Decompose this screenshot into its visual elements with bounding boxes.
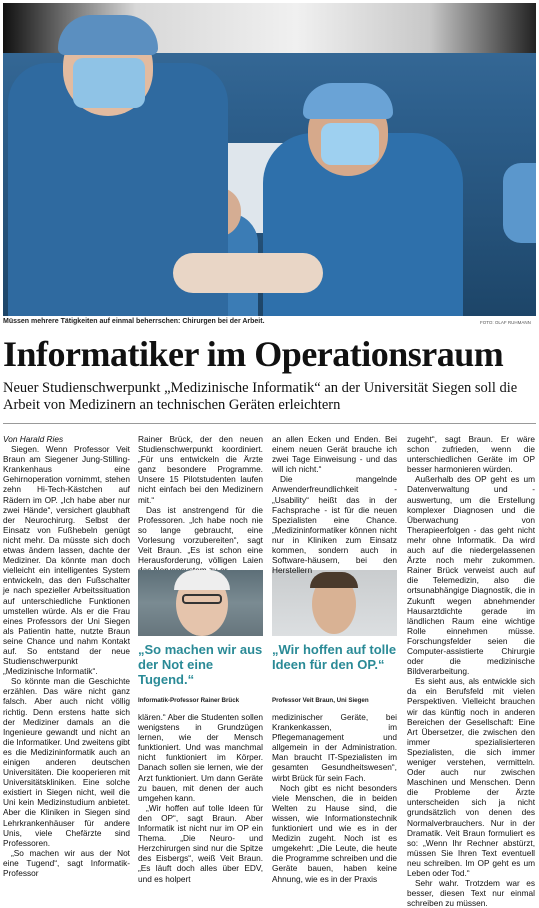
paragraph: medizinischer Geräte, bei Krankenkassen, im Pflegemanagement und allgemein in der Administration. Man braucht IT-Spezialisten im gesamten Gesundheitswesen“, wirbt Brück für sein Fach.: [272, 712, 397, 783]
column-1: [3, 434, 130, 878]
paragraph: „Wir hoffen auf tolle Ideen für den OP“, sagt Braun. Aber Informatik ist nicht nur im OP ein Thema. „Die Neuro- und Herzchirurgen sind nur die Spitze des Eisbergs“, weiß Veit Braun. „Es läuft doch alles über EDV, und es holpert: [138, 802, 263, 884]
divider: [3, 423, 536, 424]
author-byline: Von Harald Ries: [3, 434, 64, 444]
paragraph: Außerhalb des OP geht es um Datenverwaltung und -auswertung, um die Erstellung komplexer Diagnosen und die Überwachung von Therapieerfolgen - das geht nicht mehr ohne Informatik. Da wird auch auf die niedergelassenen Ärzte noch mehr zukommen. Rainer Brück verweist auch auf die Telemedizin, also die ortsunabhängige Diagnostik, die in Zukunft wegen abnehmender Hausarztdichte gerade im ländlichen Raum eine wichtige Rolle einnehmen müsse. Forschungsfelder seien die Computer-assistierte Chirurgie oder die medizinische Bildverarbeitung.: [407, 474, 535, 677]
quote-attribution-2: Professor Veit Braun, Uni Siegen: [272, 697, 369, 704]
paragraph: Siegen. Wenn Professor Veit Braun am Siegener Jung-Stilling-Krankenhaus eine Gehirnoperation vornimmt, stehen zehn Hi-Tech-Kästchen auf Rädern im OP. „Ich habe aber nur zwei Hände“, versichert glaubhaft der Neurochirurg. Selbst der Einsatz von Fußhebeln genügt nicht mehr. Da müsste sich doch etwas ändern lassen, dachte der Mediziner. Da könnte man doch vielleicht ein intelligentes System entwickeln, das den Fußschalter je nach spezieller Arbeitssituation auf unterschiedliche Funktionen umstellen würde. Als er die Frau eines Professors der Uni Siegen als Patientin hatte, nutzte Braun seine Chance und nahm Kontakt auf. So entstand der neue Studienschwerpunkt „Medizinische Informatik“.: [3, 444, 130, 677]
paragraph: Sehr wahr. Trotzdem war es besser, diesen Text nur einmal schreiben zu müssen.: [407, 878, 535, 908]
paragraph: Noch gibt es nicht besonders viele Menschen, die in beiden Welten zu Hause sind, die wissen, wie Informationstechnik funktioniert und wie es in der Medizin zugeht. Noch ist es umgekehrt: „Die Leute, die heute die Programme schreiben und die Geräte bauen, haben keine Ahnung, wie es in der Praxis: [272, 782, 397, 884]
paragraph: zugeht“, sagt Braun. Er wäre schon zufrieden, wenn die unterschiedlichen Geräte im OP besser harmonieren würden.: [407, 434, 535, 475]
subheadline: Neuer Studienschwerpunkt „Medizinische Informatik“ an der Universität Siegen soll die Arbeit von Medizinern an technischen Geräten erleichtern: [3, 380, 518, 413]
column-2-lower: [138, 712, 263, 884]
pull-quote-2: „Wir hoffen auf tolle Ideen für den OP.“: [272, 642, 397, 672]
photo-caption: Müssen mehrere Tätigkeiten auf einmal beherrschen: Chirurgen bei der Arbeit.: [3, 318, 265, 325]
paragraph: Rainer Brück, der den neuen Studienschwerpunkt koordiniert. „Für uns entwickeln die Ärzte ganz besondere Programme. Unsere 15 Pilotstudenten laufen nicht einfach bei den Medizinern mit.“: [138, 434, 263, 505]
paragraph: Es sieht aus, als entwickle sich da ein Berufsfeld mit vielen Perspektiven. Vielleicht brauchen wir das künftig noch in anderen Bereichen der Gesellschaft: Eine Art Übersetzer, die zwischen den immer spezialisierteren Spezialisten, die sich immer weniger verstehen, vermitteln. Oder auch nur zwischen Maschinen und Menschen. Denn die Probleme der Ärzte unterscheiden sich ja nicht grundsätzlich von denen des Normalverbrauchers. Nur in der Dramatik. Veit Braun formuliert es so: „Wenn Ihr Rechner abstürzt, müssen Sie Ihren Text eventuell neu schreiben. Im OP geht es um Leben oder Tod.“: [407, 676, 535, 879]
column-2: [138, 434, 263, 575]
column-4: [407, 434, 535, 908]
headline: Informatiker im Operationsraum: [3, 334, 504, 374]
pull-quote-1: „So machen wir aus der Not eine Tugend.“: [138, 642, 263, 687]
glasses-icon: [182, 594, 222, 604]
portrait-rainer-brueck: [138, 570, 263, 636]
paragraph: an allen Ecken und Enden. Bei einem neuen Gerät brauche ich zwei Tage Einweisung - und das will ich nicht.“: [272, 434, 397, 475]
paragraph: „So machen wir aus der Not eine Tugend“, sagt Informatik-Professor: [3, 847, 130, 879]
paragraph: So könnte man die Geschichte erzählen. Das wäre nicht ganz falsch. Aber auch nicht völlig richtig. Denn erstens hatte sich der Mediziner damals an die Ingenieure gewandt und nicht an die Informatiker. Und zweitens gibt es die Medizininformatik auch an einigen anderen deutschen Universitäten. Die kooperieren mit Universitätskliniken. Eine solche existiert in Siegen nicht, weil die Uni kein Medizinstudium anbietet. Aber die Kliniken in Siegen sind Lehrkrankenhäuser für andere Unis, viele Chefärzte sind Professoren.: [3, 676, 130, 848]
photo-credit: FOTO: OLAF RUHMANN: [480, 320, 531, 325]
portrait-veit-braun: [272, 570, 397, 636]
quote-attribution-1: Informatik-Professor Rainer Brück: [138, 697, 240, 704]
paragraph: Das ist anstrengend für die Professoren. „Ich habe noch nie so lange gebraucht, eine Vorlesung vorzubereiten“, sagt Veit Braun. „Es ist schon eine Herausforderung, völligen Laien: [138, 504, 263, 566]
gloved-hands: [173, 253, 323, 293]
column-3: [272, 434, 397, 575]
paragraph: klären.“ Aber die Studenten sollen wenigstens in Grundzügen lernen, wie der Mensch funktioniert. Und was manchmal nicht funktioniert im Körper. Danach sollen sie lernen, wie der Arzt funktioniert. Um dann Geräte zu bauen, mit denen der auch umgehen kann.: [138, 712, 263, 803]
surgeons-photo: [3, 3, 536, 316]
column-3-lower: [272, 712, 397, 884]
paragraph: Die mangelnde Anwenderfreundlichkeit - „Usability“ heißt das in der Fachsprache - ist für die neuen Spezialisten eine Chance. „Medizininformatiker können nicht nur in Kliniken zum Einsatz kommen, sondern auch in Software-häusern, bei den Herstellern: [272, 474, 397, 576]
